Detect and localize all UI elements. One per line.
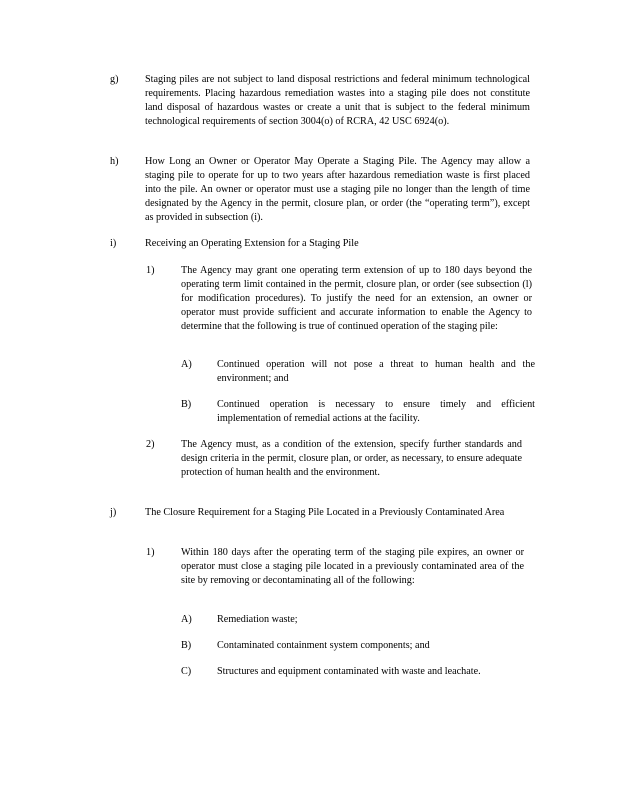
section-i [110,237,530,251]
section-j-1-b [181,639,535,653]
section-j-1-a [181,613,535,627]
section-j [110,506,532,520]
section-i-1-a-label: A) [181,359,192,370]
section-j-1-label: 1) [146,547,155,558]
section-i-1-text: The Agency may grant one operating term extension of up to 180 days beyond the operating term limit contained in the permit, closure plan, or order (see subsection (l) for modification procedures). To justify the need for an extension, an owner or operator must provide sufficient and accurate information to enable the Agency to determine that the following is true of continued operation of the staging pile: [181,265,532,332]
section-i-heading: Receiving an Operating Extension for a Staging Pile [145,238,359,249]
section-i-2-label: 2) [146,439,155,450]
section-h [110,155,530,225]
section-i-1-a [181,358,535,386]
section-j-heading: The Closure Requirement for a Staging Pile Located in a Previously Contaminated Area [145,507,505,518]
section-i-1-b [181,398,535,426]
section-i-1-label: 1) [146,265,155,276]
section-i-label: i) [110,238,117,249]
section-h-label: h) [110,156,119,167]
section-i-1-a-text: Continued operation will not pose a threat to human health and the environment; and [217,359,535,384]
section-i-2 [146,438,522,480]
section-h-text: How Long an Owner or Operator May Operate a Staging Pile. The Agency may allow a staging pile to operate for up to two years after hazardous remediation waste is first placed into the pile. An owner or operator must use a staging pile no longer than the length of time designated by the Agency in the permit, closure plan, or order (the “operating term”), except as provided in subsection (i). [145,156,530,223]
section-g-text: Staging piles are not subject to land disposal restrictions and federal minimum technological requirements. Placing hazardous remediation wastes into a staging pile does not constitute land disposal of hazardous wastes or create a unit that is subject to the federal minimum technological requirements of section 3004(o) of RCRA, 42 USC 6924(o). [145,74,530,127]
section-j-1-b-label: B) [181,640,192,651]
section-j-1-c [181,665,535,679]
section-j-1-c-text: Structures and equipment contaminated with waste and leachate. [217,666,481,677]
section-g-label: g) [110,74,119,85]
section-i-1 [146,264,532,334]
section-g [110,73,530,129]
section-j-1-a-text: Remediation waste; [217,614,298,625]
section-j-label: j) [110,507,117,518]
section-i-1-b-label: B) [181,399,192,410]
section-j-1-c-label: C) [181,666,192,677]
section-i-2-text: The Agency must, as a condition of the extension, specify further standards and design criteria in the permit, closure plan, or order, as necessary, to ensure adequate protection of human health and the environment. [181,439,522,478]
section-j-1-b-text: Contaminated containment system components; and [217,640,430,651]
section-j-1 [146,546,524,588]
section-j-1-a-label: A) [181,614,192,625]
section-i-1-b-text: Continued operation is necessary to ensure timely and efficient implementation of remedial actions at the facility. [217,399,535,424]
section-j-1-text: Within 180 days after the operating term of the staging pile expires, an owner or operator must close a staging pile located in a previously contaminated area of the site by removing or decontaminating all of the following: [181,547,524,586]
